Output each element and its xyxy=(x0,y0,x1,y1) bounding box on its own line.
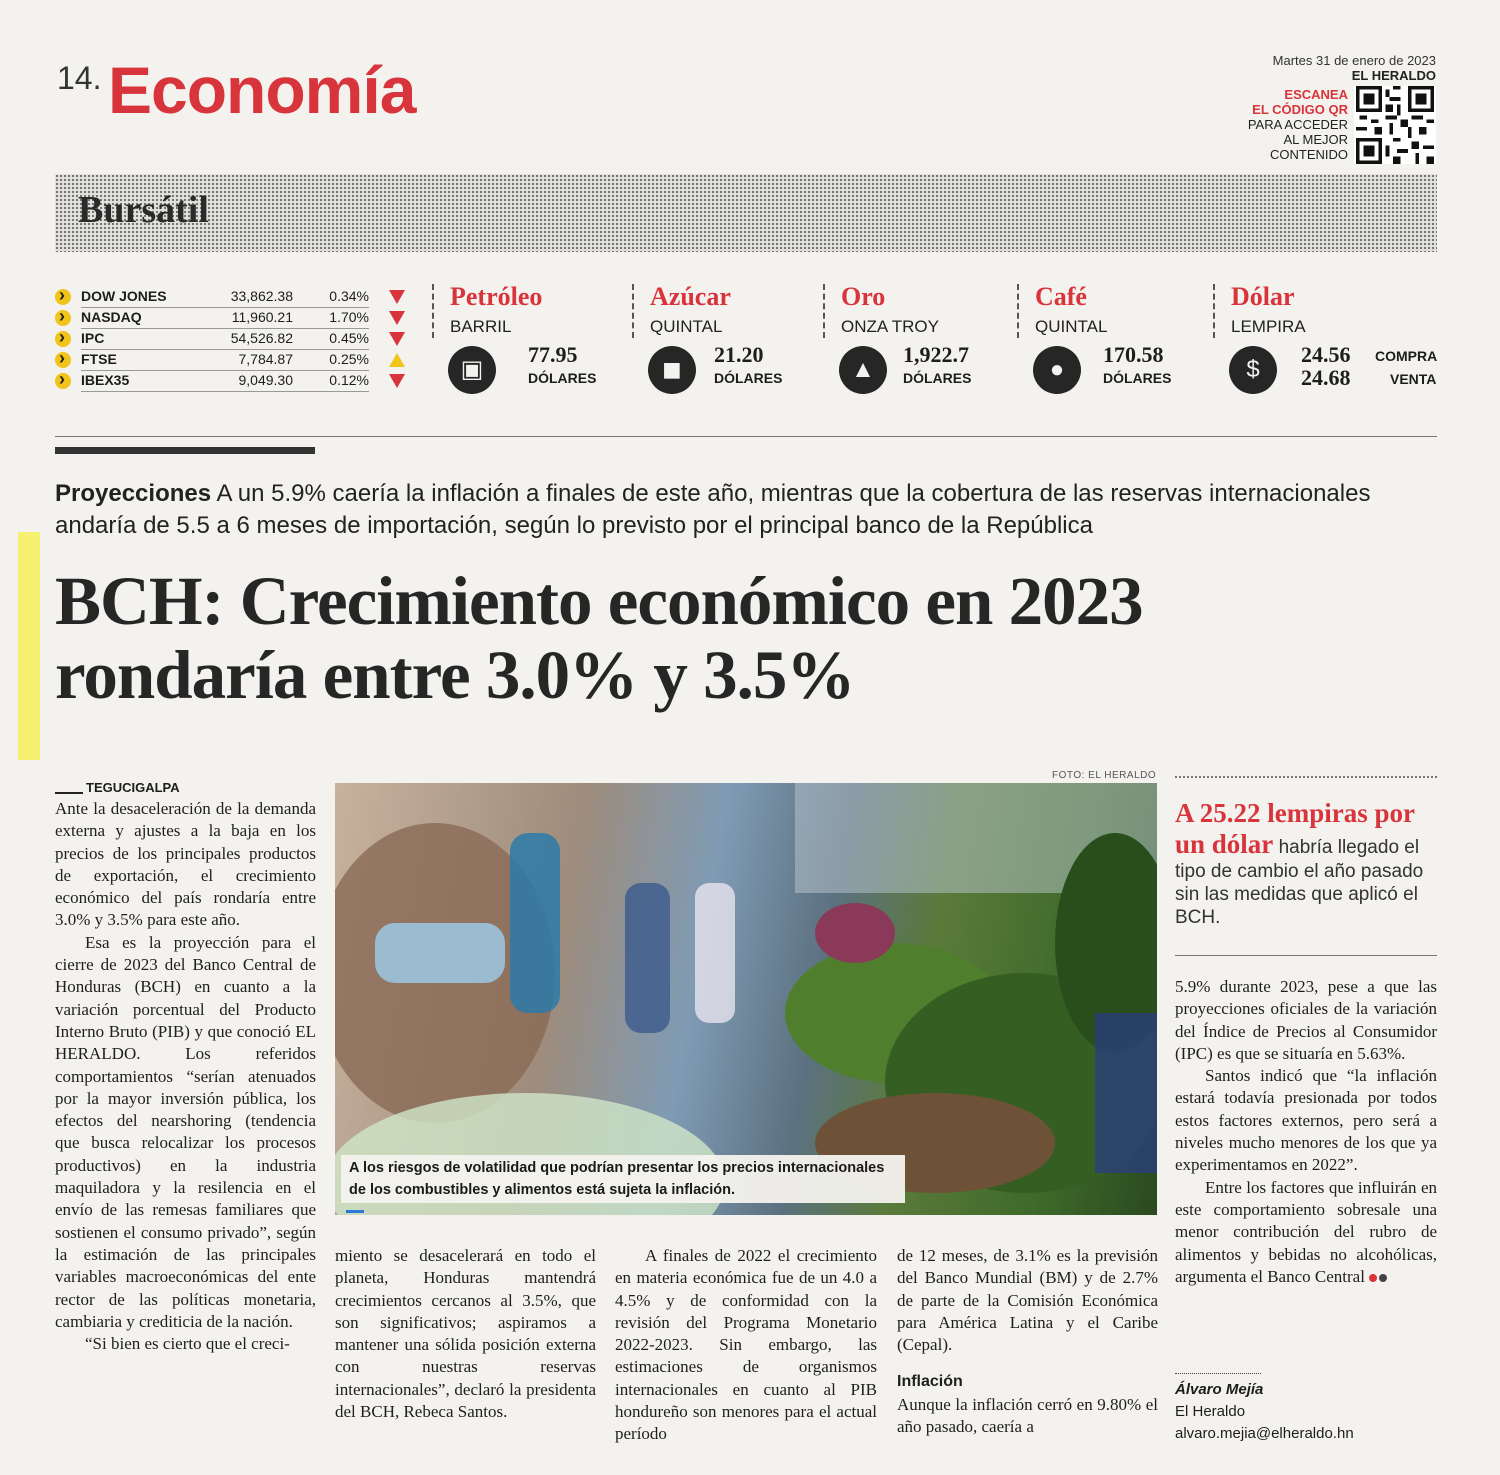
dollar-sell-label: VENTA xyxy=(1390,371,1437,387)
paragraph: A finales de 2022 el crecimiento en materia económica fue de un 4.0 a 4.5% y de conformidad con la revisión del Programa Monetario 2022-2023. Sin embargo, las estimaciones de organismos internacionales en cuanto al PIB hondureño son menores para el actual período xyxy=(615,1246,877,1444)
index-name: IBEX35 xyxy=(81,372,130,388)
commodity-gold xyxy=(823,282,1008,402)
paragraph: Santos indicó que “la inflación estará todavía presionada por todos estos factores externos, pero será a niveles mucho menores de los que ya experimentamos en 2022”. xyxy=(1175,1066,1437,1175)
commodity-title: Oro xyxy=(841,282,886,311)
dollar-buy-label: COMPRA xyxy=(1375,348,1438,364)
paragraph: Aunque la inflación cerró en 9.80% el año pasado, caería a xyxy=(897,1394,1158,1437)
commodity-oil xyxy=(432,282,622,402)
commodity-title: Café xyxy=(1035,282,1087,311)
paragraph-text: Entre los factores que influirán en este comportamiento sobresale una menor contribución del rubro de alimentos y bebidas no alcohólicas, argumenta el Banco Central xyxy=(1175,1177,1437,1286)
article-column-1 xyxy=(55,798,316,1355)
coffee-beans-icon: ● xyxy=(1033,346,1081,394)
index-row xyxy=(55,287,415,308)
page-number: 14. xyxy=(57,60,102,96)
gold-bars-icon: ▲ xyxy=(839,346,887,394)
index-name: IPC xyxy=(81,330,105,346)
sugar-icon: ◼ xyxy=(648,346,696,394)
market-banner-title: Bursátil xyxy=(78,189,209,231)
dollar-buy-value: 24.56 xyxy=(1301,342,1351,367)
chevron-right-icon xyxy=(55,373,71,389)
index-value: 11,960.21 xyxy=(231,309,293,325)
commodity-unit: ONZA TROY xyxy=(841,317,939,336)
trend-down-icon xyxy=(389,290,405,304)
index-change: 1.70% xyxy=(329,309,369,325)
commodity-value: 170.58 xyxy=(1103,342,1164,367)
commodity-unit: QUINTAL xyxy=(650,317,723,336)
index-name: DOW JONES xyxy=(81,288,167,304)
chevron-right-icon xyxy=(55,289,71,305)
subheading xyxy=(897,1370,1158,1393)
end-mark-icon xyxy=(1379,1274,1387,1282)
index-value: 54,526.82 xyxy=(230,330,293,346)
pull-quote-text: habría llegado el tipo de cambio el año pasado sin las medidas que aplicó el BCH. xyxy=(1175,837,1424,928)
market-photo xyxy=(335,783,1157,1215)
commodity-unit: BARRIL xyxy=(450,317,512,336)
chevron-right-icon xyxy=(55,352,71,368)
index-row xyxy=(55,308,415,329)
commodity-currency: DÓLARES xyxy=(1103,370,1172,386)
index-change: 0.34% xyxy=(329,288,369,304)
divider xyxy=(1175,955,1437,956)
chevron-right-icon xyxy=(55,331,71,347)
newspaper-name: EL HERALDO xyxy=(1351,68,1436,83)
index-change: 0.12% xyxy=(329,372,369,388)
author-name: Álvaro Mejía xyxy=(1175,1381,1264,1398)
commodity-value: 21.20 xyxy=(714,342,764,367)
divider xyxy=(55,436,1437,437)
commodity-title: Dólar xyxy=(1231,282,1295,311)
paragraph: Esa es la proyección para el cierre de 2023 del Banco Central de Honduras (BCH) en cuanto a la variación porcentual del Producto Interno Bruto (PIB) y que conoció EL HERALDO. Los referidos comportamientos “serían atenuados por la mayor inversión pública, los efectos del nearshoring (tendencia que busca relocalizar los procesos productivos) en la industria maquiladora y la resilencia en el envío de las remesas familiares que sostienen el consumo privado”, según la estimación de las principales variables macroeconómicas del ente rector de las políticas monetaria, cambiaria y crediticia de la nación. xyxy=(55,932,316,1331)
index-row xyxy=(55,371,415,392)
article-column-4 xyxy=(897,1245,1158,1438)
paragraph xyxy=(1175,1177,1437,1288)
photo-caption: A los riesgos de volatilidad que podrían presentar los precios internacionales de los combustibles y alimentos está sujeta la inflación. xyxy=(341,1155,905,1203)
qr-code-icon[interactable] xyxy=(1354,86,1436,164)
qr-prompt-line: CONTENIDO xyxy=(1270,147,1348,162)
article-column-5 xyxy=(1175,976,1437,1288)
commodity-title: Petróleo xyxy=(450,282,543,311)
index-change: 0.25% xyxy=(329,351,369,367)
index-change: 0.45% xyxy=(329,330,369,346)
commodity-currency: DÓLARES xyxy=(903,370,972,386)
trend-down-icon xyxy=(389,374,405,388)
highlighter-mark xyxy=(18,532,40,760)
trend-down-icon xyxy=(389,332,405,346)
qr-prompt-line: PARA ACCEDER xyxy=(1247,117,1348,132)
caption-accent xyxy=(346,1210,364,1213)
commodity-title: Azúcar xyxy=(650,282,731,311)
paragraph: 5.9% durante 2023, pese a que las proyecciones oficiales de la variación del Índice de Precios al Consumidor (IPC) es que se situaría en 5.63%. xyxy=(1175,977,1437,1063)
paragraph: “Si bien es cierto que el creci- xyxy=(85,1334,290,1354)
dateline-bar xyxy=(55,792,83,794)
market-scene-illustration xyxy=(335,783,1157,1215)
market-banner xyxy=(55,174,1437,252)
author-organization: El Heraldo xyxy=(1175,1403,1246,1420)
byline-rule xyxy=(1175,1373,1261,1374)
index-value: 33,862.38 xyxy=(230,288,293,304)
index-name: FTSE xyxy=(81,351,117,367)
pull-quote-highlight: A 25.22 lempiras por un dólar xyxy=(1175,798,1415,859)
oil-barrel-icon: ▣ xyxy=(448,346,496,394)
commodity-currency: DÓLARES xyxy=(528,370,597,386)
dollar-sell-value: 24.68 xyxy=(1301,365,1351,390)
article-column-3 xyxy=(615,1245,877,1446)
article-column-2 xyxy=(335,1245,596,1423)
commodity-value: 1,922.7 xyxy=(903,342,969,367)
deck-bar xyxy=(55,447,315,454)
index-row xyxy=(55,350,415,371)
chevron-right-icon xyxy=(55,310,71,326)
commodity-dollar xyxy=(1213,282,1438,402)
dateline: TEGUCIGALPA xyxy=(86,780,180,795)
deck-label: Proyecciones xyxy=(55,480,212,507)
commodity-value: 77.95 xyxy=(528,342,578,367)
subheading-text: Inflación xyxy=(897,1373,963,1391)
index-row xyxy=(55,329,415,350)
deck-text: A un 5.9% caería la inflación a finales de este año, mientras que la cobertura de las reservas internacionales andaría de 5.5 a 6 meses de importación, según lo previsto por el principal banco de la República xyxy=(55,480,1371,539)
trend-down-icon xyxy=(389,311,405,325)
paragraph: miento se desacelerará en todo el planeta, Honduras mantendrá crecimientos cercanos al 3.5%, que son significativos; aspiramos a mantener una sólida posición externa con nuestras reservas internacionales”, declaró la presidenta del BCH, Rebeca Santos. xyxy=(335,1246,596,1422)
article-deck xyxy=(55,478,1440,542)
section-title: Economía xyxy=(108,53,416,127)
article-headline: BCH: Crecimiento económico en 2023 rondaría entre 3.0% y 3.5% xyxy=(55,563,1143,713)
pull-quote xyxy=(1175,798,1437,929)
paragraph: de 12 meses, de 3.1% es la previsión del Banco Mundial (BM) y de 2.7% de parte de la Comisión Económica para América Latina y el Caribe (Cepal). xyxy=(897,1246,1158,1355)
money-bag-icon: $ xyxy=(1229,346,1277,394)
commodity-coffee xyxy=(1017,282,1202,402)
qr-prompt-line: AL MEJOR xyxy=(1283,132,1348,147)
index-name: NASDAQ xyxy=(81,309,142,325)
author-email[interactable]: alvaro.mejia@elheraldo.hn xyxy=(1175,1425,1354,1442)
end-mark-icon xyxy=(1369,1274,1377,1282)
photo-credit: FOTO: EL HERALDO xyxy=(1052,770,1157,781)
qr-prompt xyxy=(1248,87,1348,162)
trend-up-icon xyxy=(389,353,405,367)
commodity-sugar xyxy=(632,282,817,402)
qr-prompt-line: ESCANEA xyxy=(1284,87,1348,102)
paragraph: Ante la desaceleración de la demanda externa y ajustes a la baja en los precios de los principales productos de exportación, el crecimiento económico del país rondaría entre 3.0% y 3.5% para este año. xyxy=(55,799,316,930)
commodity-unit: LEMPIRA xyxy=(1231,317,1306,336)
issue-date: Martes 31 de enero de 2023 xyxy=(1272,53,1436,68)
qr-prompt-line: EL CÓDIGO QR xyxy=(1252,102,1348,117)
index-value: 7,784.87 xyxy=(238,351,293,367)
sidebar-rule xyxy=(1175,776,1437,778)
commodity-unit: QUINTAL xyxy=(1035,317,1108,336)
commodity-currency: DÓLARES xyxy=(714,370,783,386)
index-value: 9,049.30 xyxy=(238,372,293,388)
stock-indices-table xyxy=(55,287,415,392)
